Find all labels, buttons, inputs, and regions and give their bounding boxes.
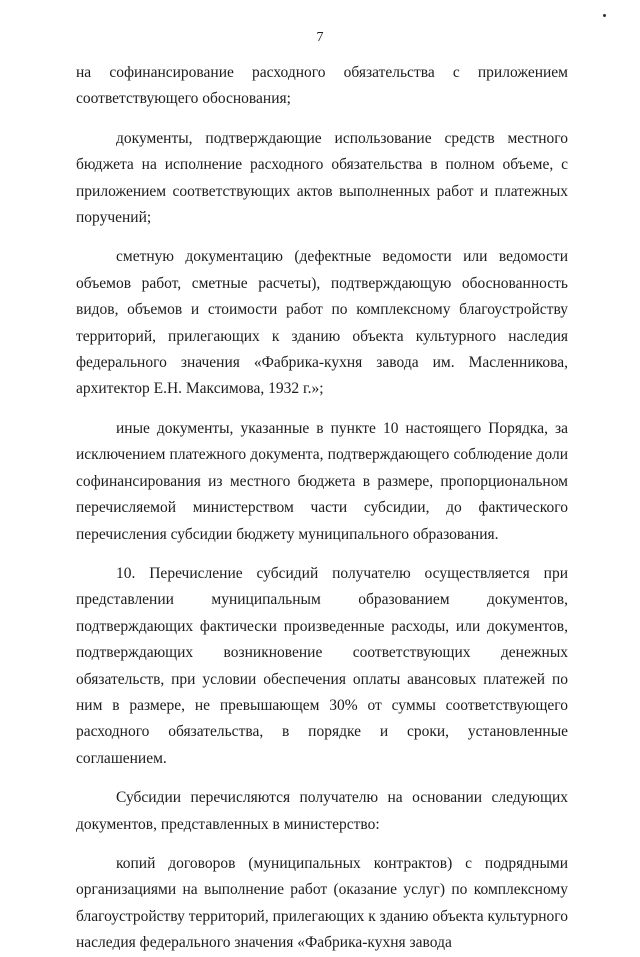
paragraph-contract-copies: копий договоров (муниципальных контрактов) с подрядными организациями на выполнение работ (оказание услуг) по комплексному благоустройству территорий, прилегающих к зданию объекта культурного наследия федерального значения «Фабрика-кухня завода bbox=[76, 854, 568, 952]
paragraph-clause-10: 10. Перечисление субсидий получателю осуществляется при представлении муниципальным образованием документов, подтверждающих фактически произведенные расходы, или документов, подтверждающих возникновение соответствующих денежных обязательств, при условии обеспечения оплаты авансовых платежей по ним в размере, не превышающем 30% от суммы соответствующего расходного обязательства, в порядке и сроки, установленные соглашением. bbox=[76, 564, 568, 767]
document-body bbox=[76, 60, 568, 957]
page-number: 7 bbox=[316, 30, 324, 45]
paragraph-budget-documents: документы, подтверждающие использование средств местного бюджета на исполнение расходного обязательства в полном объеме, с приложением соответствующих актов выполненных работ и платежных поручений; bbox=[76, 129, 568, 227]
paragraph-continuation: на софинансирование расходного обязательства с приложением соответствующего обоснования; bbox=[76, 64, 568, 108]
paragraph-estimate-documentation: сметную документацию (дефектные ведомости или ведомости объемов работ, сметные расчеты), подтверждающую обоснованность видов, объемов и стоимости работ по комплексному благоустройству территорий, прилегающих к зданию объекта культурного наследия федерального значения «Фабрика-кухня завода им. Масленникова, архитектор Е.Н. Максимова, 1932 г.»; bbox=[76, 248, 568, 398]
paragraph-subsidy-transfer: Субсидии перечисляются получателю на основании следующих документов, представленных в министерство: bbox=[76, 789, 568, 833]
paragraph-other-documents: иные документы, указанные в пункте 10 настоящего Порядка, за исключением платежного документа, подтверждающего соблюдение доли софинансирования из местного бюджета в размере, пропорциональном перечисляемой министерством части субсидии, до фактического перечисления субсидии бюджету муниципального образования. bbox=[76, 419, 568, 543]
scan-artifact-dot bbox=[603, 14, 606, 17]
